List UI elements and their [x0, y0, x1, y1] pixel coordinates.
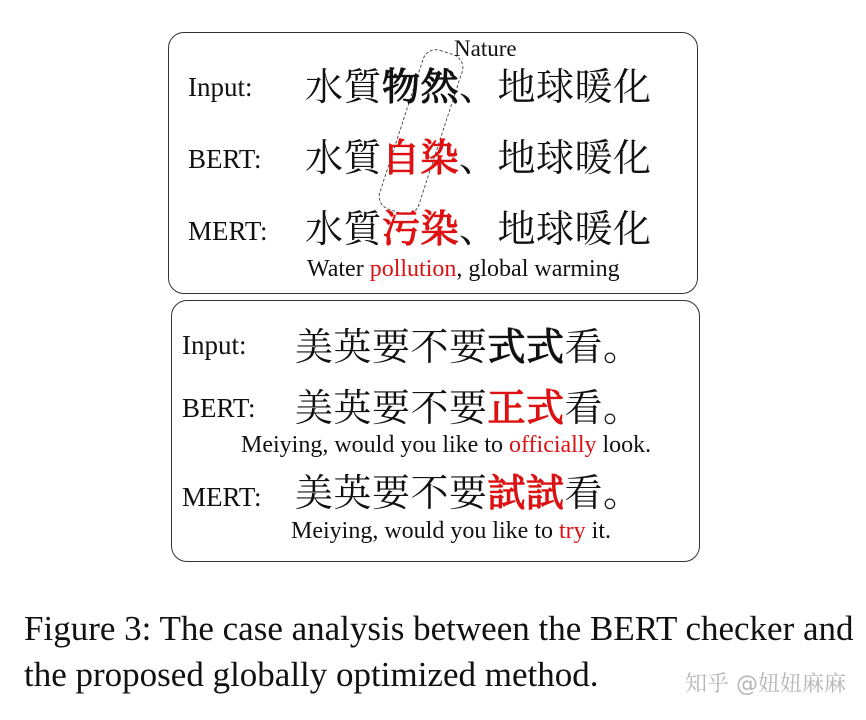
translation-highlight: officially [508, 432, 597, 458]
sentence-suffix: 看。 [564, 325, 642, 369]
mert-sentence [295, 471, 642, 515]
highlighted-chars: 污染 [382, 207, 460, 251]
translation-highlight: try [558, 518, 586, 544]
sentence-suffix: 看。 [564, 471, 642, 515]
translation-3 [291, 519, 611, 543]
row-label-bert: BERT: [182, 393, 256, 423]
highlighted-chars: 物然 [382, 65, 460, 109]
watermark: 知乎 @妞妞麻麻 [685, 672, 846, 697]
sentence-suffix: 、地球暖化 [459, 207, 652, 251]
row-label-mert: MERT: [182, 482, 262, 512]
translation-2 [241, 433, 651, 457]
bert-sentence [295, 386, 642, 430]
sentence-prefix: 水質 [305, 65, 383, 109]
translation-suffix: look. [596, 432, 652, 458]
sentence-prefix: 美英要不要 [295, 471, 488, 515]
sentence-prefix: 水質 [305, 136, 383, 180]
translation-suffix: , global warming [456, 256, 620, 282]
highlighted-chars: 式式 [487, 325, 565, 369]
bert-sentence [305, 136, 652, 180]
translation-1 [307, 257, 620, 281]
mert-sentence [305, 207, 652, 251]
translation-highlight: pollution [369, 256, 457, 282]
input-sentence [305, 65, 652, 109]
sentence-prefix: 美英要不要 [295, 386, 488, 430]
row-label-input: Input: [188, 72, 253, 102]
highlighted-chars: 自染 [382, 136, 460, 180]
sentence-suffix: 看。 [564, 386, 642, 430]
row-label-mert: MERT: [188, 216, 268, 246]
nature-annotation-label: Nature [454, 36, 517, 61]
input-sentence [295, 325, 642, 369]
translation-prefix: Meiying, would you like to [291, 518, 559, 544]
translation-prefix: Water [307, 256, 370, 282]
highlighted-chars: 正式 [487, 386, 565, 430]
sentence-prefix: 水質 [305, 207, 383, 251]
row-label-input: Input: [182, 330, 247, 360]
highlighted-chars: 試試 [487, 471, 565, 515]
translation-prefix: Meiying, would you like to [241, 432, 509, 458]
sentence-suffix: 、地球暖化 [459, 65, 652, 109]
row-label-bert: BERT: [188, 144, 262, 174]
figure-caption: Figure 3: The case analysis between the BERT checker and the proposed globally optimized method. [24, 609, 854, 694]
translation-suffix: it. [585, 518, 611, 544]
sentence-prefix: 美英要不要 [295, 325, 488, 369]
sentence-suffix: 、地球暖化 [459, 136, 652, 180]
